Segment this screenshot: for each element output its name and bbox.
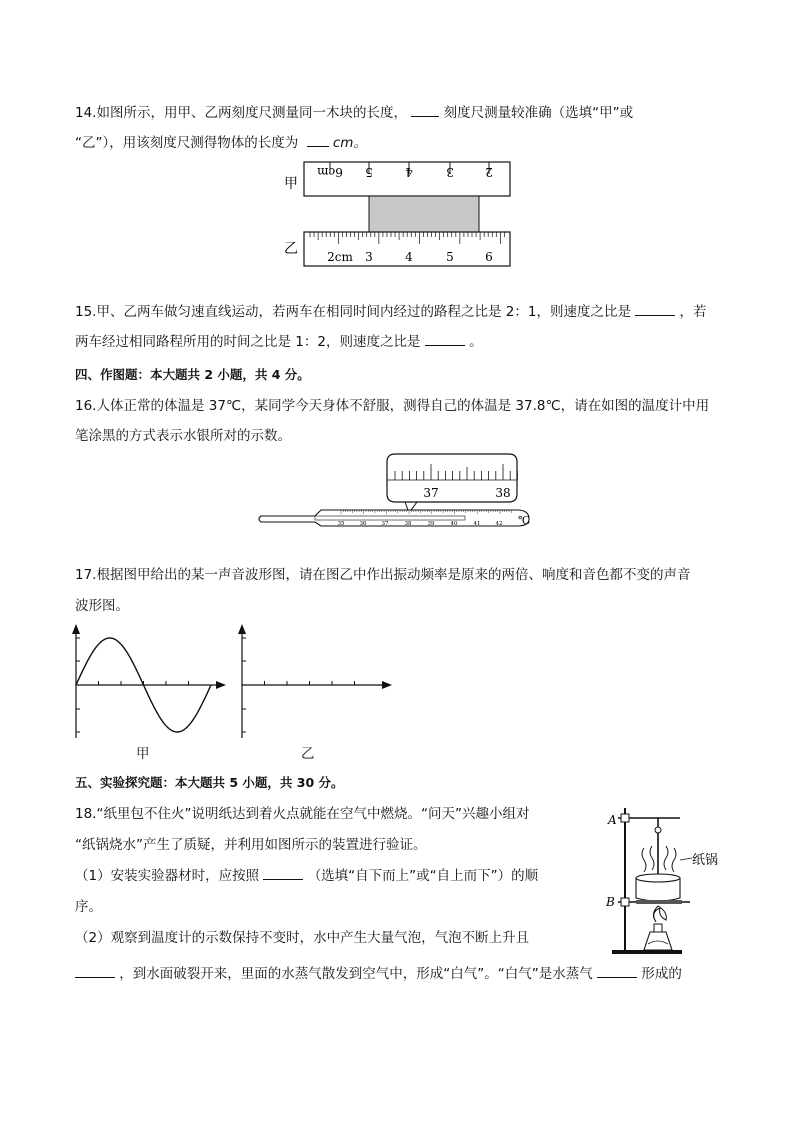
steam bbox=[642, 846, 676, 872]
q15-line2: 两车经过相同路程所用的时间之比是 1：2，则速度之比是 。 bbox=[75, 334, 483, 350]
thermometer-svg bbox=[255, 452, 540, 534]
jia-tick-label: 3 bbox=[446, 165, 454, 179]
waveform-label-jia: 甲 bbox=[136, 746, 150, 762]
waveform-label-yi: 乙 bbox=[301, 746, 315, 762]
waveform-svg bbox=[62, 620, 402, 760]
zoom-label-37: 37 bbox=[423, 486, 439, 500]
section-5-heading: 五、实验探究题：本大题共 5 小题，共 30 分。 bbox=[75, 775, 344, 790]
yi-tick-label: 6 bbox=[485, 250, 493, 264]
yi-tick-label: 3 bbox=[365, 250, 373, 264]
q18-blank-1[interactable] bbox=[263, 867, 303, 880]
yi-tick-label: 4 bbox=[405, 250, 413, 264]
wooden-block bbox=[369, 196, 479, 232]
q15-line1: 15.甲、乙两车做匀速直线运动，若两车在相同时间内经过的路程之比是 2：1，则速度之比是 ，若 bbox=[75, 304, 707, 320]
yi-tick-label: 5 bbox=[446, 250, 454, 264]
jia-tick-label: 6cm bbox=[317, 165, 343, 179]
jia-tick-label: 4 bbox=[405, 165, 413, 179]
ruler-label-yi: 乙 bbox=[284, 241, 298, 257]
ruler-figure-svg bbox=[278, 158, 518, 273]
q18-line6: ，到水面破裂开来，里面的水蒸气散发到空气中，形成“白气”。“白气”是水蒸气 形成的 bbox=[75, 965, 682, 983]
thermo-label: 42 bbox=[495, 521, 503, 527]
ruler-label-jia: 甲 bbox=[284, 176, 298, 192]
q14-line2: “乙”），用该刻度尺测得物体的长度为 cm。 bbox=[75, 135, 367, 151]
paper-pot bbox=[636, 874, 680, 882]
jia-tick-label: 2 bbox=[485, 165, 493, 179]
thermo-label: 35 bbox=[337, 521, 345, 527]
thermo-unit: ℃ bbox=[518, 514, 531, 527]
q14-line1: 14.如图所示，用甲、乙两刻度尺测量同一木块的长度， 刻度尺测量较准确（选填“甲”或 bbox=[75, 105, 634, 121]
apparatus-figure bbox=[600, 800, 730, 960]
thermo-label: 39 bbox=[427, 521, 435, 527]
axes-jia bbox=[72, 624, 226, 738]
thermo-label: 38 bbox=[404, 521, 412, 527]
thermometer-figure bbox=[255, 452, 540, 534]
q16-line2: 笔涂黑的方式表示水银所对的示数。 bbox=[75, 428, 291, 444]
flame bbox=[653, 906, 666, 922]
q17-line1: 17.根据图甲给出的某一声音波形图，请在图乙中作出振动频率是原来的两倍、响度和音色都不变的声音 bbox=[75, 567, 691, 583]
q17-line2: 波形图。 bbox=[75, 598, 129, 614]
q14-blank-2[interactable] bbox=[307, 134, 329, 147]
apparatus-svg bbox=[600, 800, 730, 960]
label-b: B bbox=[606, 895, 615, 909]
zoom-label-38: 38 bbox=[495, 486, 511, 500]
thermo-label: 41 bbox=[473, 521, 481, 527]
ruler-figure bbox=[278, 158, 518, 273]
q18-line1: 18.“纸里包不住火”说明纸达到着火点就能在空气中燃烧。“问天”兴趣小组对 bbox=[75, 806, 530, 822]
axes-yi bbox=[238, 624, 392, 738]
q18-line5: （2）观察到温度计的示数保持不变时，水中产生大量气泡，气泡不断上升且 bbox=[75, 930, 530, 946]
stand-base bbox=[612, 950, 682, 954]
q15-blank-2[interactable] bbox=[425, 333, 465, 346]
jia-tick-label: 5 bbox=[365, 165, 373, 179]
thermometer-capillary bbox=[315, 516, 465, 520]
q14-blank-1[interactable] bbox=[411, 104, 439, 117]
waveform-figure bbox=[62, 620, 402, 760]
thermo-label: 36 bbox=[359, 521, 367, 527]
thermo-label: 37 bbox=[381, 521, 389, 527]
thermo-label: 40 bbox=[450, 521, 458, 527]
q15-blank-1[interactable] bbox=[635, 303, 675, 316]
q18-line3: （1）安装实验器材时，应按照 （选填“自下而上”或“自上而下”）的顺 bbox=[75, 868, 539, 884]
label-paper-pot: 纸锅 bbox=[692, 853, 719, 868]
label-a: A bbox=[608, 813, 617, 827]
q18-line2: “纸锅烧水”产生了质疑，并利用如图所示的装置进行验证。 bbox=[75, 837, 427, 853]
q16-line1: 16.人体正常的体温是 37℃，某同学今天身体不舒服，测得自己的体温是 37.8℃，请在如图的温度计中用 bbox=[75, 398, 710, 414]
q18-line4: 序。 bbox=[75, 899, 102, 915]
q18-blank-3[interactable] bbox=[597, 965, 637, 978]
q18-blank-2[interactable] bbox=[75, 965, 115, 978]
section-4-heading: 四、作图题：本大题共 2 小题，共 4 分。 bbox=[75, 367, 310, 382]
yi-tick-label: 2cm bbox=[327, 250, 353, 264]
